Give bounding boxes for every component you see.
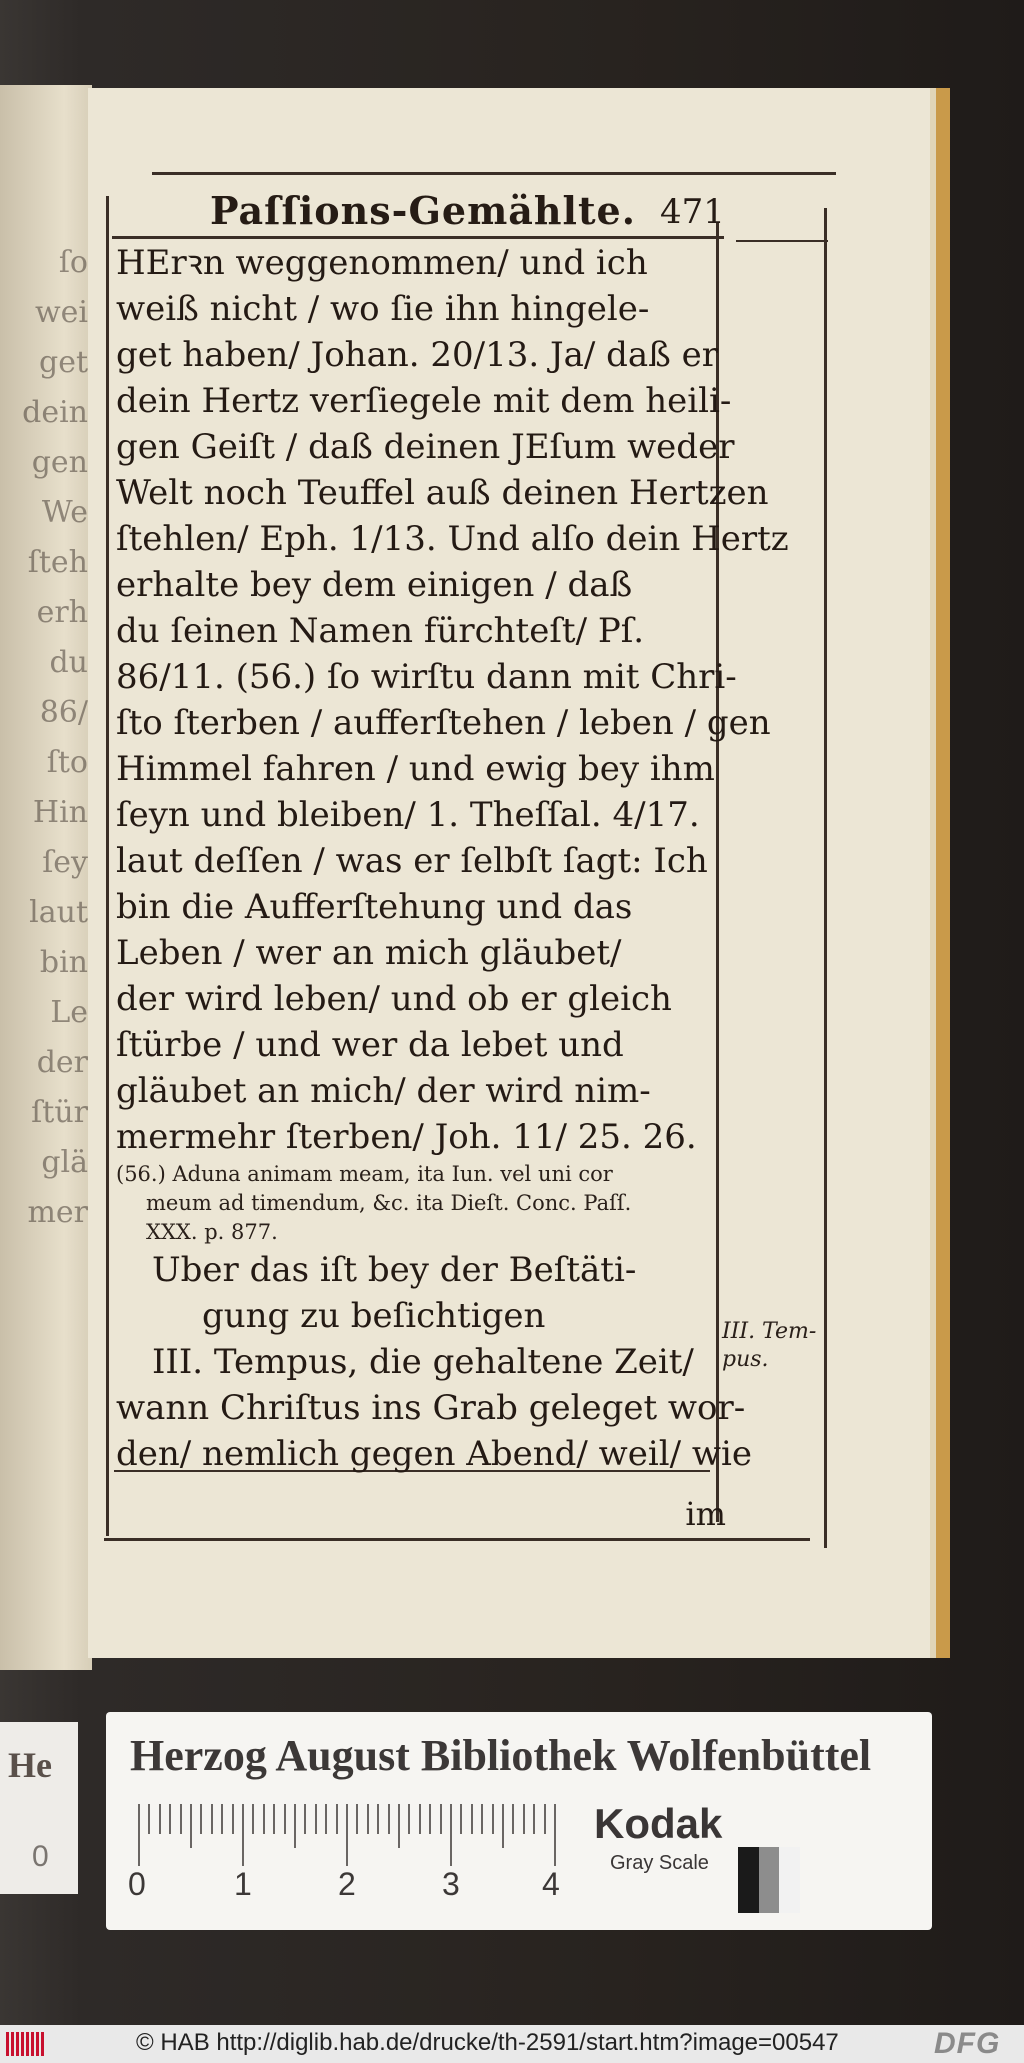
text-line: Himmel fahren / und ewig bey ihm [116, 749, 715, 789]
ruler-number: 1 [234, 1866, 252, 1902]
ruler-tick [512, 1804, 514, 1834]
ruler-tick [544, 1804, 546, 1834]
text-line: weiß nicht / wo ſie ihn hingele- [116, 289, 650, 329]
text-line: HErꝛn weggenommen/ und ich [116, 243, 648, 283]
ruler-tick [138, 1804, 140, 1866]
ruler-tick [336, 1804, 338, 1834]
ruler-tick [263, 1804, 265, 1834]
margin-top-rule [736, 240, 828, 242]
ruler-tick [419, 1804, 421, 1834]
ruler-tick [460, 1804, 462, 1834]
text-line: ſeyn und bleiben/ 1. Theſſal. 4/17. [116, 795, 700, 835]
text-line: ſtürbe / und wer da lebet und [116, 1025, 624, 1065]
ruler-tick [429, 1804, 431, 1834]
adjacent-color-card [0, 1722, 78, 1894]
ruler-number: 4 [542, 1866, 560, 1902]
footnote-line: meum ad timendum, &c. ita Dieſt. Conc. Paſſ. [146, 1191, 632, 1215]
text-line: Welt noch Teuffel auß deinen Hertzen [116, 473, 769, 513]
gray-patch [738, 1847, 759, 1913]
ruler-tick [367, 1804, 369, 1834]
ruler-tick [169, 1804, 171, 1834]
ruler-tick [440, 1804, 442, 1834]
ruler-tick [148, 1804, 150, 1834]
text-line: dein Hertz verſiegele mit dem heili- [116, 381, 732, 421]
adjacent-card-zero: 0 [32, 1840, 49, 1873]
ruler-number: 3 [442, 1866, 460, 1902]
ruler-tick [211, 1804, 213, 1834]
body-text [116, 240, 789, 1477]
ruler-tick [232, 1804, 234, 1834]
ruler-tick [377, 1804, 379, 1834]
adjacent-card-text: He [8, 1745, 52, 1785]
text-line: 86/11. (56.) ſo wirſtu dann mit Chri- [116, 657, 737, 697]
text-line: der wird leben/ und ob er gleich [116, 979, 672, 1019]
library-name: Herzog August Bibliothek Wolfenbüttel [130, 1731, 872, 1780]
ruler-tick [200, 1804, 202, 1834]
text-line: Uber das iſt bey der Beſtäti- [152, 1250, 637, 1290]
adjacent-page-edge: ſo wei get dein gen We ſteh erh du 86/ ſto Hin ſey laut bin Le der ſtür glä mer [0, 85, 92, 1670]
ruler-tick [190, 1804, 192, 1848]
text-line: Leben / wer an mich gläubet/ [116, 933, 622, 973]
ruler-tick [315, 1804, 317, 1834]
text-line: gläubet an mich/ der wird nim- [116, 1071, 651, 1111]
header-rule-top [152, 172, 836, 175]
gray-patch [759, 1847, 780, 1913]
gray-scale-patches [738, 1847, 800, 1913]
ruler-tick [356, 1804, 358, 1834]
ruler-tick [304, 1804, 306, 1834]
ruler-number: 2 [338, 1866, 356, 1902]
ruler-tick [523, 1804, 525, 1834]
ruler-number: 0 [128, 1866, 146, 1902]
ruler-tick [533, 1804, 535, 1834]
frame-left-rule [106, 196, 109, 1536]
ruler-tick [471, 1804, 473, 1834]
page-number: 471 [660, 192, 725, 232]
kodak-logo: Kodak [594, 1800, 723, 1847]
text-line: laut deſſen / was er ſelbſt ſagt: Ich [116, 841, 708, 881]
ruler-tick [252, 1804, 254, 1834]
ruler-tick [242, 1804, 244, 1866]
margin-note: III. Tem-pus. [722, 1319, 817, 1372]
gray-patch [779, 1847, 800, 1913]
ruler-tick [325, 1804, 327, 1834]
text-line: gen Geiſt / daß deinen JEſum weder [116, 427, 735, 467]
ruler-tick [159, 1804, 161, 1834]
ruler-tick [180, 1804, 182, 1834]
ruler-tick [273, 1804, 275, 1834]
ruler-tick [554, 1804, 556, 1866]
text-line: gung zu beſichtigen [202, 1296, 546, 1336]
text-line: du ſeinen Namen fürchteſt/ Pſ. [116, 611, 645, 651]
ruler-tick [398, 1804, 400, 1848]
text-line: den/ nemlich gegen Abend/ weil/ wie [116, 1434, 752, 1474]
catchword: im [685, 1495, 726, 1533]
text-line: get haben/ Johan. 20/13. Ja/ daß er [116, 335, 719, 375]
gray-scale-label: Gray Scale [610, 1852, 709, 1874]
text-line: ſto ſterben / aufferſtehen / leben / gen [116, 703, 771, 743]
text-line: bin die Aufferſtehung und das [116, 887, 633, 927]
bottom-rule [104, 1538, 810, 1541]
barcode-icon [6, 2032, 46, 2056]
ruler-tick [450, 1804, 452, 1866]
ruler-tick [294, 1804, 296, 1848]
text-line: III. Tempus, die gehaltene Zeit/ [152, 1342, 694, 1382]
text-line: wann Chriſtus ins Grab geleget wor- [116, 1388, 746, 1428]
gray-scale-card [106, 1712, 932, 1930]
ruler-tick [408, 1804, 410, 1834]
copyright-link[interactable]: © HAB http://diglib.hab.de/drucke/th-2591/start.htm?image=00547 [136, 2029, 839, 2056]
text-line: erhalte bey dem einigen / daß [116, 565, 633, 605]
text-line: ſtehlen/ Eph. 1/13. Und alſo dein Hertz [116, 519, 789, 559]
footnote-line: XXX. p. 877. [146, 1220, 278, 1244]
ruler-tick [492, 1804, 494, 1834]
measurement-ruler [138, 1804, 578, 1874]
header-rule-bottom [112, 236, 724, 239]
footer-bar [0, 2025, 1024, 2063]
ruler-tick [481, 1804, 483, 1834]
running-head-title: Paſſions-Gemählte. [210, 188, 636, 233]
ruler-tick [221, 1804, 223, 1834]
ruler-tick [502, 1804, 504, 1848]
text-line: mermehr ſterben/ Joh. 11/ 25. 26. [116, 1117, 697, 1157]
footnote-line: (56.) Aduna animam meam, ita Iun. vel uni cor [116, 1162, 613, 1186]
dfg-logo: DFG [934, 2027, 1001, 2060]
ruler-tick [388, 1804, 390, 1834]
ruler-tick [346, 1804, 348, 1866]
ruler-tick [284, 1804, 286, 1834]
